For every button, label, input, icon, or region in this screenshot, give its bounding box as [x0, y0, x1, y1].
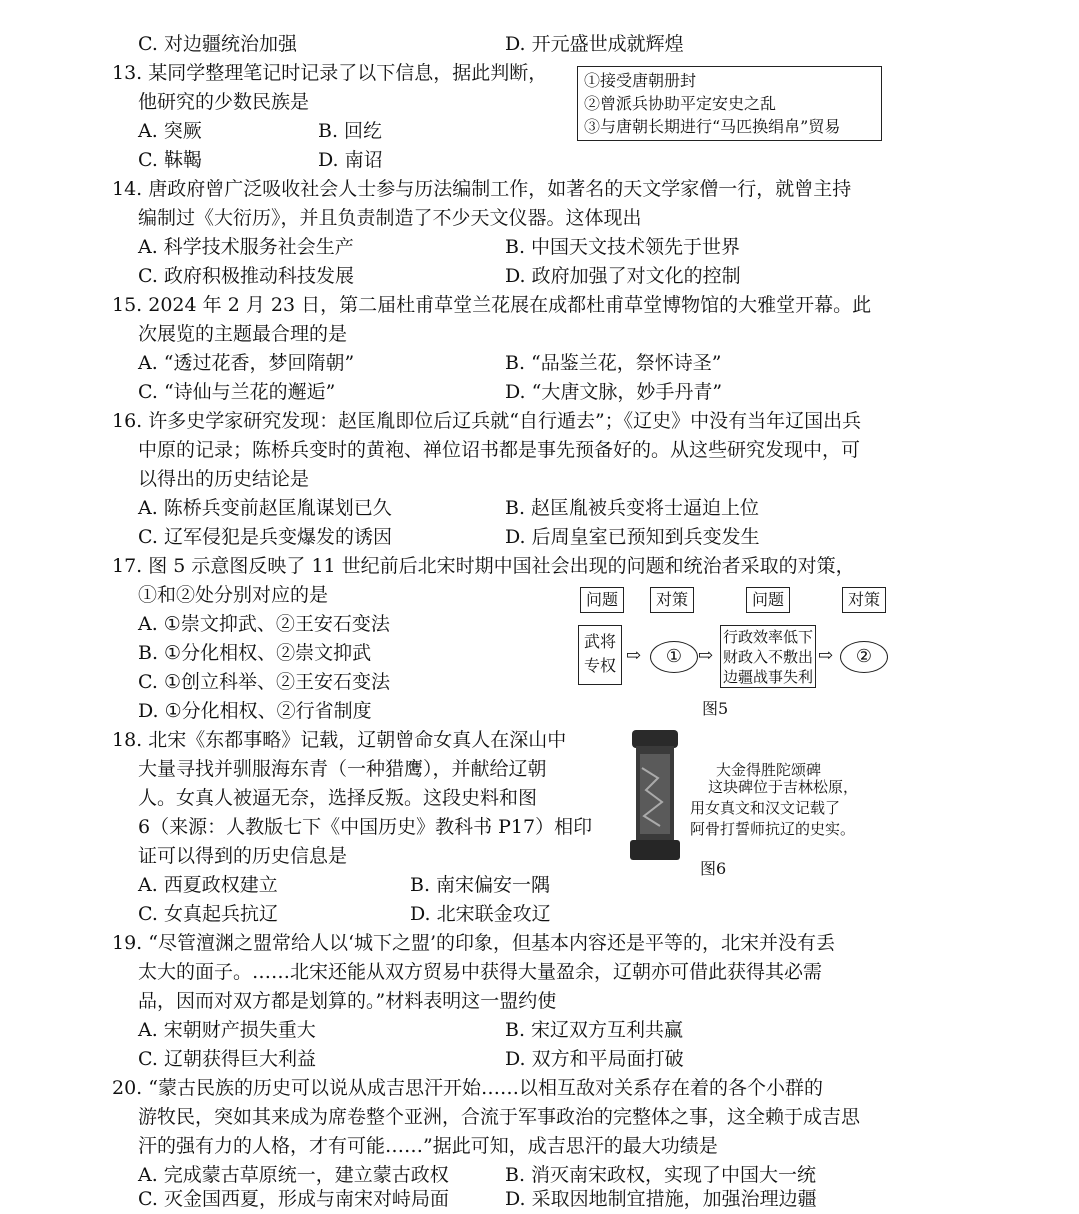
- q17-option-b: B. ①分化相权、②崇文抑武: [138, 642, 372, 664]
- fig5-box-military-power: [578, 625, 622, 685]
- fig6-text-1: 这块碑位于吉林松原，: [708, 778, 859, 796]
- q15-option-a: A. “透过花香，梦回隋朝”: [138, 352, 355, 374]
- q20-option-a: A. 完成蒙古草原统一，建立蒙古政权: [138, 1164, 449, 1186]
- fig5-header-problem-1: 问题: [580, 587, 624, 613]
- q19-option-a: A. 宋朝财产损失重大: [138, 1019, 316, 1041]
- q14-option-c: C. 政府积极推动科技发展: [138, 265, 354, 287]
- fig6-text-2: 用女真文和汉文记载了: [690, 799, 841, 817]
- q20-stem-3: 汗的强有力的人格，才有可能……”据此可知，成吉思汗的最大功绩是: [138, 1135, 718, 1157]
- q14-stem-2: 编制过《大衍历》，并且负责制造了不少天文仪器。这体现出: [138, 207, 642, 229]
- q20-option-d: D. 采取因地制宜措施，加强治理边疆: [505, 1188, 817, 1210]
- q17-option-c: C. ①创立科举、②王安石变法: [138, 671, 390, 693]
- fig5-box-problems: [720, 625, 816, 688]
- fig5-caption: 图5: [702, 699, 729, 718]
- q18-stem-3: 人。女真人被逼无奈，选择反叛。这段史料和图: [138, 787, 538, 809]
- q19-stem-2: 太大的面子。……北宋还能从双方贸易中获得大量盈余，辽朝亦可借此获得其必需: [138, 961, 823, 983]
- fig5-circle-1: ①: [650, 641, 698, 673]
- stele-image: [628, 728, 682, 862]
- fig5-header-measure-1: 对策: [650, 587, 694, 613]
- q13-option-c: C. 靺鞨: [138, 149, 202, 171]
- q20-option-c: C. 灭金国西夏，形成与南宋对峙局面: [138, 1188, 449, 1210]
- q19-stem-3: 品，因而对双方都是划算的。”材料表明这一盟约使: [138, 990, 557, 1012]
- q16-stem-2: 中原的记录；陈桥兵变时的黄袍、禅位诏书都是事先预备好的。从这些研究发现中，可: [138, 439, 861, 461]
- q13-option-a: A. 突厥: [138, 120, 202, 142]
- q20-stem-2: 游牧民，突如其来成为席卷整个亚洲，合流于军事政治的完整体之事，这全赖于成吉思: [138, 1106, 861, 1128]
- q15-stem-2: 次展览的主题最合理的是: [138, 323, 348, 345]
- fig5-box2-line2: 财政入不敷出: [722, 648, 813, 666]
- q17-option-d: D. ①分化相权、②行省制度: [138, 700, 372, 722]
- q15-option-c: C. “诗仙与兰花的邂逅”: [138, 381, 336, 403]
- fig5-circle-2: ②: [840, 641, 888, 673]
- fig5-box2-line1: 行政效率低下: [722, 628, 813, 646]
- q14-option-d: D. 政府加强了对文化的控制: [505, 265, 741, 287]
- q19-option-b: B. 宋辽双方互利共赢: [505, 1019, 684, 1041]
- q19-option-c: C. 辽朝获得巨大利益: [138, 1048, 316, 1070]
- q18-stem-4: 6（来源：人教版七下《中国历史》教科书 P17）相印: [138, 816, 593, 838]
- q13-note-2: ②曾派兵协助平定安史之乱: [584, 94, 777, 113]
- fig5-arrow-2: ⇨: [698, 645, 714, 666]
- q13-note-3: ③与唐朝长期进行“马匹换绢帛”贸易: [584, 117, 841, 136]
- q18-option-b: B. 南宋偏安一隅: [410, 874, 551, 896]
- q13-stem-2: 他研究的少数民族是: [138, 91, 310, 113]
- q18-option-a: A. 西夏政权建立: [138, 874, 278, 896]
- q13-note-1: ①接受唐朝册封: [584, 71, 697, 90]
- fig5-box2-line3: 边疆战事失利: [722, 668, 813, 686]
- q13-stem-1: 13. 某同学整理笔记时记录了以下信息，据此判断，: [112, 62, 548, 84]
- q20-stem-1: 20. “蒙古民族的历史可以说从成吉思汗开始……以相互敌对关系存在着的各个小群的: [112, 1077, 823, 1099]
- q17-option-a: A. ①崇文抑武、②王安石变法: [138, 613, 390, 635]
- q14-stem-1: 14. 唐政府曾广泛吸收社会人士参与历法编制工作，如著名的天文学家僧一行，就曾主持: [112, 178, 852, 200]
- fig5-header-measure-2: 对策: [842, 587, 886, 613]
- q15-stem-1: 15. 2024 年 2 月 23 日，第二届杜甫草堂兰花展在成都杜甫草堂博物馆的大雅堂开幕。此: [112, 294, 872, 316]
- fig5-arrow-1: ⇨: [626, 645, 642, 666]
- q13-option-b: B. 回纥: [318, 120, 383, 142]
- q14-option-b: B. 中国天文技术领先于世界: [505, 236, 741, 258]
- fig5-box1-line2: 专权: [583, 656, 616, 675]
- q16-option-c: C. 辽军侵犯是兵变爆发的诱因: [138, 526, 392, 548]
- q12-option-c: C. 对边疆统治加强: [138, 33, 297, 55]
- q18-stem-2: 大量寻找并驯服海东青（一种猎鹰），并献给辽朝: [138, 758, 547, 780]
- q18-stem-1: 18. 北宋《东都事略》记载，辽朝曾命女真人在深山中: [112, 729, 567, 751]
- fig6-text-3: 阿骨打誓师抗辽的史实。: [690, 820, 856, 838]
- q15-option-d: D. “大唐文脉，妙手丹青”: [505, 381, 723, 403]
- q12-option-d: D. 开元盛世成就辉煌: [505, 33, 684, 55]
- fig5-box1-line1: 武将: [583, 632, 616, 651]
- fig5-arrow-3: ⇨: [818, 645, 834, 666]
- q16-stem-3: 以得出的历史结论是: [138, 468, 310, 490]
- q20-option-b: B. 消灭南宋政权，实现了中国大一统: [505, 1164, 817, 1186]
- q17-stem-1: 17. 图 5 示意图反映了 11 世纪前后北宋时期中国社会出现的问题和统治者采取的对策，: [112, 555, 855, 577]
- fig6-caption: 图6: [700, 859, 727, 878]
- q17-stem-2: ①和②处分别对应的是: [138, 584, 329, 606]
- fig5-header-problem-2: 问题: [746, 587, 790, 613]
- q16-option-a: A. 陈桥兵变前赵匡胤谋划已久: [138, 497, 392, 519]
- q18-stem-5: 证可以得到的历史信息是: [138, 845, 348, 867]
- q16-option-d: D. 后周皇室已预知到兵变发生: [505, 526, 760, 548]
- q15-option-b: B. “品鉴兰花，祭怀诗圣”: [505, 352, 722, 374]
- fig6-title: 大金得胜陀颂碑: [716, 761, 822, 779]
- q13-notes-box: [577, 66, 882, 141]
- q14-option-a: A. 科学技术服务社会生产: [138, 236, 354, 258]
- q19-option-d: D. 双方和平局面打破: [505, 1048, 684, 1070]
- q13-option-d: D. 南诏: [318, 149, 383, 171]
- q16-stem-1: 16. 许多史学家研究发现：赵匡胤即位后辽兵就“自行遁去”；《辽史》中没有当年辽国出兵: [112, 410, 862, 432]
- q19-stem-1: 19. “尽管澶渊之盟常给人以‘城下之盟’的印象，但基本内容还是平等的，北宋并没有丢: [112, 932, 836, 954]
- q18-option-c: C. 女真起兵抗辽: [138, 903, 278, 925]
- q18-option-d: D. 北宋联金攻辽: [410, 903, 551, 925]
- q16-option-b: B. 赵匡胤被兵变将士逼迫上位: [505, 497, 760, 519]
